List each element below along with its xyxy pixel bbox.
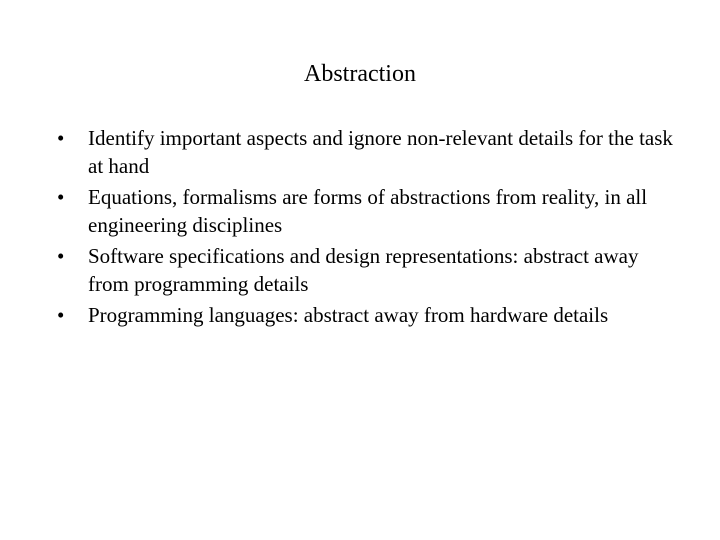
bullet-item — [57, 183, 677, 239]
bullet-item — [57, 301, 677, 329]
bullet-icon: • — [57, 244, 65, 268]
slide-title: Abstraction — [304, 61, 416, 87]
bullet-icon: • — [57, 185, 65, 209]
bullet-text: Identify important aspects and ignore non-relevant details for the task at hand — [88, 126, 673, 178]
bullet-item — [57, 124, 677, 180]
bullet-item — [57, 242, 677, 298]
bullet-list — [57, 124, 677, 332]
bullet-text: Programming languages: abstract away from hardware details — [88, 303, 609, 327]
bullet-text: Equations, formalisms are forms of abstractions from reality, in all engineering disciplines — [88, 185, 648, 237]
bullet-text: Software specifications and design representations: abstract away from programming details — [88, 244, 639, 296]
bullet-icon: • — [57, 303, 65, 327]
bullet-icon: • — [57, 126, 65, 150]
